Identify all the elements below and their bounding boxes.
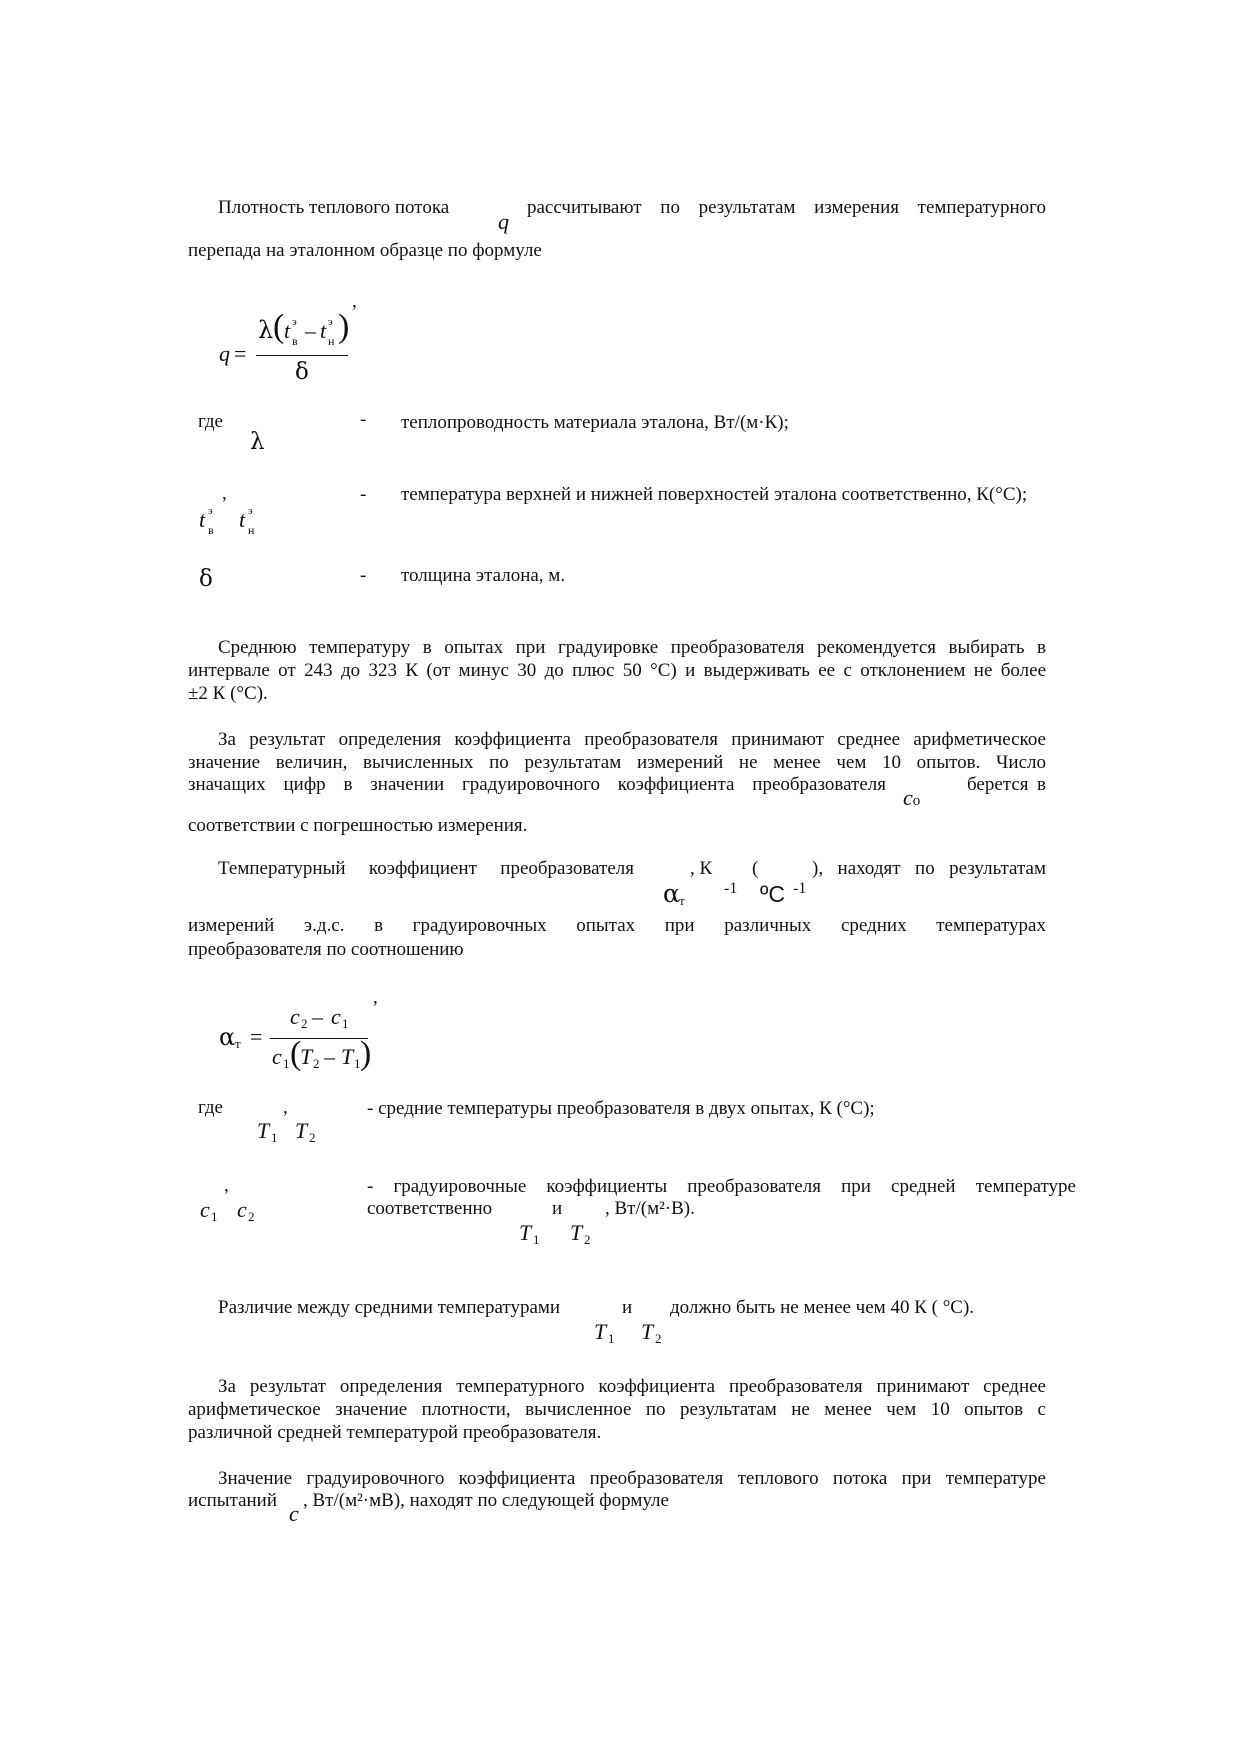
defs2-c1-sub: 1 bbox=[211, 1209, 218, 1224]
p4-unit-k: , К bbox=[690, 858, 713, 879]
defs1-lambda-sym: λ bbox=[250, 429, 265, 455]
paragraph-coefficient-result bbox=[188, 728, 1046, 774]
formula2-eq: = bbox=[250, 1024, 263, 1049]
p4-exp2: -1 bbox=[793, 880, 807, 897]
formula1-sub-n: н bbox=[328, 334, 335, 348]
defs1-delta-sym: δ bbox=[199, 566, 213, 592]
formula1-sup-e-bottom: э bbox=[328, 316, 333, 328]
formula2-alpha: α bbox=[219, 1023, 236, 1051]
paragraph-temperature-coefficient-result bbox=[188, 1375, 1046, 1444]
p3-line1: За результат определения коэффициента преобразователя принимают среднее арифметическое bbox=[218, 729, 1046, 750]
formula2-T1-sub: 1 bbox=[354, 1056, 361, 1071]
formula2-close-paren: ) bbox=[360, 1035, 372, 1072]
formula2-c2: c bbox=[290, 1004, 300, 1029]
p1-line2: перепада на эталонном образце по формуле bbox=[188, 240, 542, 261]
p2-line1: Среднюю температуру в опытах при градуировке преобразователя рекомендуется выбирать в bbox=[218, 637, 1046, 658]
p5-T1-sub: 1 bbox=[608, 1331, 615, 1346]
defs2-c2: c bbox=[237, 1197, 247, 1222]
p7-line1: Значение градуировочного коэффициента преобразователя теплового потока при температуре bbox=[218, 1468, 1046, 1489]
formula1-delta: δ bbox=[295, 359, 309, 385]
formula2-c1-top-sub: 1 bbox=[342, 1016, 349, 1031]
defs2-T1-sub: 1 bbox=[271, 1130, 278, 1145]
formula1-lhs-q: q bbox=[219, 341, 230, 366]
p4-line2: измерений э.д.с. в градуировочных опытах при различных средних температурах bbox=[188, 915, 1046, 936]
formula1-minus: – bbox=[305, 318, 316, 343]
defs1-t-n-sup: э bbox=[248, 505, 253, 517]
defs2-T2: T bbox=[295, 1118, 308, 1143]
defs2-T2-inline-sub: 2 bbox=[584, 1232, 591, 1247]
formula2-T1: T bbox=[341, 1044, 354, 1069]
formula2-comma: , bbox=[373, 987, 378, 1008]
formula1-close-paren: ) bbox=[338, 308, 350, 345]
p4-line1-left: Температурный коэффициент преобразователя bbox=[218, 858, 634, 879]
defs1-t-v-sub: в bbox=[208, 523, 214, 537]
defs1-t-n: t bbox=[239, 507, 246, 532]
p7-line2-right: , Вт/(м²·мВ), находят по следующей формуле bbox=[303, 1490, 669, 1511]
formula1-fraction-bar bbox=[256, 355, 348, 356]
p4-exp1: -1 bbox=[724, 880, 738, 897]
formula1-eq: = bbox=[234, 341, 247, 366]
defs2-T1-inline: T bbox=[519, 1220, 532, 1245]
paragraph-calibration-coefficient bbox=[188, 1467, 1046, 1490]
defs1-t-v-sup: э bbox=[208, 505, 213, 517]
p5-and: и bbox=[622, 1297, 633, 1318]
formula1-comma: , bbox=[352, 291, 357, 312]
formula1-open-paren: ( bbox=[273, 308, 285, 345]
p3-line3-right: берется в bbox=[967, 774, 1046, 795]
formula2-open-paren: ( bbox=[290, 1035, 302, 1072]
defs1-delta-desc: толщина эталона, м. bbox=[401, 565, 566, 586]
defs1-where: где bbox=[198, 411, 223, 432]
p5-T1: T bbox=[594, 1319, 607, 1344]
defs2-where: где bbox=[198, 1097, 223, 1118]
formula2-c1-bottom-sub: 1 bbox=[283, 1056, 290, 1071]
paragraph-mean-temperature bbox=[188, 636, 1046, 705]
p4-alpha: α bbox=[663, 879, 680, 908]
formula1-lambda: λ bbox=[258, 316, 274, 344]
formula2-c1-top: c bbox=[331, 1004, 341, 1029]
defs1-t-comma: , bbox=[222, 483, 227, 504]
p6-line3: различной средней температурой преобразователя. bbox=[188, 1422, 602, 1443]
formula2-c1-bottom: c bbox=[272, 1044, 282, 1069]
p6-line1: За результат определения температурного коэффициента преобразователя принимают среднее bbox=[218, 1376, 1046, 1397]
defs1-dash-3: - bbox=[360, 565, 367, 586]
defs1-dash-2: - bbox=[360, 484, 367, 505]
p5-right: должно быть не менее чем 40 К ( °С). bbox=[670, 1297, 975, 1318]
p6-line2: арифметическое значение плотности, вычисленное по результатам не менее чем 10 опытов с bbox=[188, 1399, 1046, 1420]
p1-line1-left: Плотность теплового потока bbox=[218, 197, 450, 218]
formula1-t-bottom: t bbox=[320, 318, 327, 343]
formula2-alpha-sub: т bbox=[235, 1036, 241, 1051]
p2-line2: интервале от 243 до 323 К (от минус 30 до плюс 50 °С) и выдерживать ее с отклонением не более bbox=[188, 660, 1046, 681]
p5-T2-sub: 2 bbox=[655, 1331, 662, 1346]
formula2-T2: T bbox=[300, 1044, 313, 1069]
p5-T2: T bbox=[641, 1319, 654, 1344]
defs1-t-desc: температура верхней и нижней поверхностей эталона соответственно, К(°С); bbox=[401, 484, 1028, 505]
defs2-c-desc-line1: - градуировочные коэффициенты преобразователя при средней температуре bbox=[367, 1176, 1076, 1197]
defs2-T1: T bbox=[257, 1118, 270, 1143]
defs2-T-comma: , bbox=[283, 1097, 288, 1118]
defs2-c-desc-unit: , Вт/(м²·В). bbox=[605, 1198, 695, 1219]
defs2-c-comma: , bbox=[224, 1175, 229, 1196]
p5-left: Различие между средними температурами bbox=[218, 1297, 561, 1318]
formula2-minus-bottom: – bbox=[324, 1044, 335, 1069]
formula2-T2-sub: 2 bbox=[313, 1056, 320, 1071]
formula1-sub-v: в bbox=[292, 334, 298, 348]
p2-line3: ±2 К (°С). bbox=[188, 683, 268, 704]
p4-line3: преобразователя по соотношению bbox=[188, 939, 464, 960]
defs2-c-desc-and: и bbox=[552, 1198, 563, 1219]
defs2-T2-inline: T bbox=[570, 1220, 583, 1245]
p4-alpha-sub: т bbox=[679, 893, 685, 908]
defs1-t-n-sub: н bbox=[248, 523, 255, 537]
p7-c: c bbox=[289, 1501, 299, 1526]
p3-line4: соответствии с погрешностью измерения. bbox=[188, 815, 528, 836]
formula2-c2-sub: 2 bbox=[301, 1016, 308, 1031]
p7-line2-left: испытаний bbox=[188, 1490, 278, 1511]
formula1-sup-e-top: э bbox=[292, 316, 297, 328]
defs1-lambda-desc: теплопроводность материала эталона, Вт/(м·К); bbox=[401, 412, 789, 433]
p3-c0: со bbox=[903, 785, 921, 810]
defs2-c2-sub: 2 bbox=[248, 1209, 255, 1224]
defs2-T-desc: - средние температуры преобразователя в двух опытах, К (°С); bbox=[367, 1098, 875, 1119]
defs2-T2-sub: 2 bbox=[309, 1130, 316, 1145]
defs1-t-v: t bbox=[199, 507, 206, 532]
defs2-c-desc-line2: соответственно bbox=[367, 1198, 493, 1219]
var-q: q bbox=[498, 209, 509, 234]
p3-line2: значение величин, вычисленных по результатам измерений не менее чем 10 опытов. Число bbox=[188, 752, 1046, 773]
formula2-minus-top: – bbox=[312, 1004, 323, 1029]
formula1-t-top: t bbox=[284, 318, 291, 343]
p4-close-right: ), находят по результатам bbox=[812, 858, 1046, 879]
p4-deg-c: ºС bbox=[760, 881, 786, 907]
p1-line1-right: рассчитывают по результатам измерения температурного bbox=[527, 197, 1046, 218]
defs2-c1: c bbox=[200, 1197, 210, 1222]
p4-open-paren: ( bbox=[752, 858, 759, 879]
defs2-T1-inline-sub: 1 bbox=[533, 1232, 540, 1247]
defs1-dash-1: - bbox=[360, 409, 367, 430]
p3-line3-left: значащих цифр в значении градуировочного коэффициента преобразователя bbox=[188, 774, 886, 795]
formula2-fraction-bar bbox=[270, 1038, 368, 1039]
